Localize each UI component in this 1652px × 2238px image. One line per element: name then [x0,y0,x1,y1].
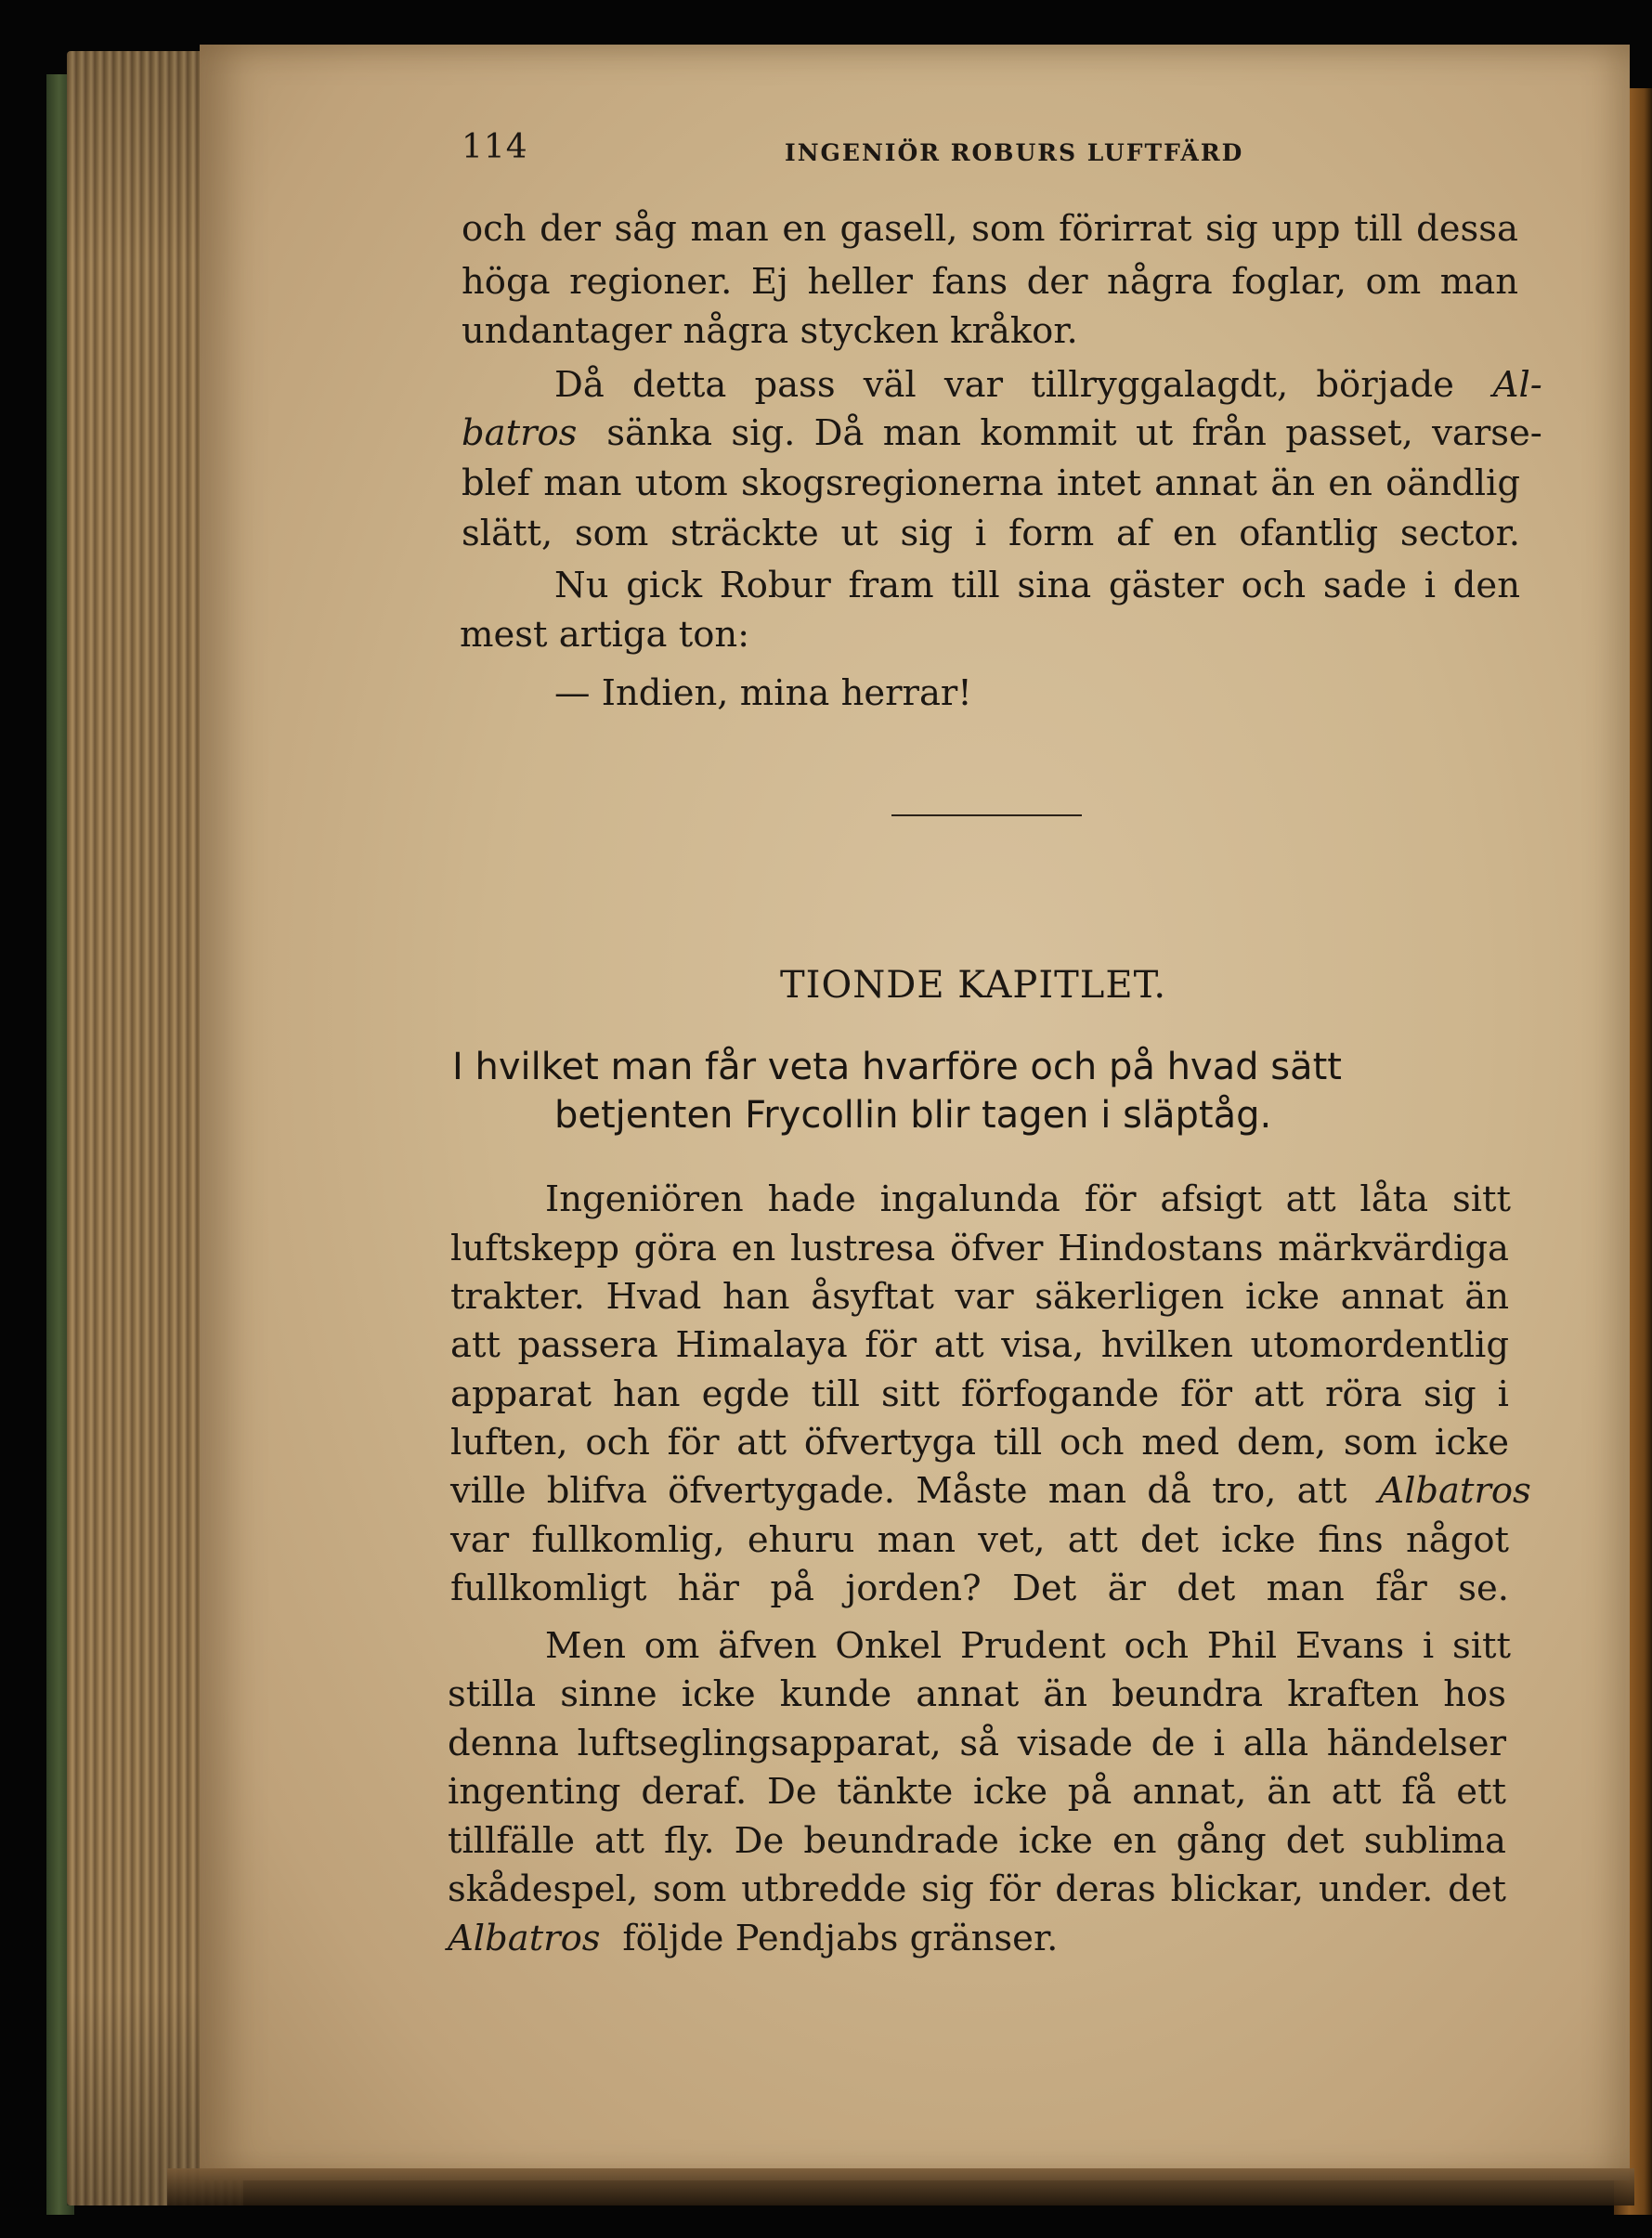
text-line [462,208,1518,250]
text-line-content: tillfälle att fly. De beundrade icke en gång det sublima [448,1820,1506,1862]
text-line [462,310,1518,352]
text-line-content: Men om äfven Onkel Prudent och Phil Evans i sitt [545,1625,1511,1667]
text-line [448,1868,1506,1910]
text-line-content: blef man utom skogsregionerna intet annat än en oändlig [462,462,1520,504]
text-line [545,1178,1511,1220]
text-line [448,1820,1506,1862]
italic-albatros-part1: Al- [1492,364,1542,406]
text-line [448,1723,1506,1764]
text-line-content: mest artiga ton: [460,614,750,656]
text-line-content: luften, och för att öfvertyga till och med dem, som icke [450,1422,1509,1464]
text-line [448,1673,1506,1715]
text-line-content: ville blifva öfvertygade. Måste man då tro, att [450,1470,1347,1512]
text-line [554,672,1297,714]
italic-albatros: Albatros [1378,1470,1531,1512]
text-line [462,513,1520,554]
text-line-content: att passera Himalaya för att visa, hvilken utomordentlig [450,1324,1509,1366]
page-number: 114 [462,128,528,166]
text-line-content: luftskepp göra en lustresa öfver Hindostans märkvärdiga [450,1228,1509,1269]
text-line [448,1918,1506,1959]
text-line [450,1470,1531,1512]
text-line-content: slätt, som sträckte ut sig i form af en ofantlig sector. [462,513,1520,554]
chapter-heading: TIONDE KAPITLET. [780,964,1167,1007]
text-line-content: var fullkomlig, ehuru man vet, att det icke fins något [450,1519,1509,1561]
text-line-content: — Indien, mina herrar! [554,672,972,714]
text-line [450,1519,1509,1561]
text-line [450,1568,1509,1609]
page-bottom-edge [167,2168,1634,2205]
text-line [462,261,1518,303]
text-line [460,614,1518,656]
text-line-content: följde Pendjabs gränser. [622,1918,1059,1959]
text-line [450,1228,1509,1269]
running-header: INGENIÖR ROBURS LUFTFÄRD [785,139,1244,166]
text-line [462,412,1542,454]
text-line-content: fullkomligt här på jorden? Det är det man får se. [450,1568,1509,1609]
text-line-content: apparat han egde till sitt förfogande för att röra sig i [450,1373,1509,1415]
text-line [545,1625,1511,1667]
text-line-content: stilla sinne icke kunde annat än beundra kraften hos [448,1673,1506,1715]
text-line [450,1422,1509,1464]
text-line [448,1771,1506,1813]
text-line-content: höga regioner. Ej heller fans der några foglar, om man [462,261,1518,303]
chapter-subtitle-line2: betjenten Frycollin blir tagen i släptåg. [554,1094,1272,1137]
text-line-content: Då detta pass väl var tillryggalagdt, började [554,364,1454,406]
section-divider [891,814,1082,816]
text-line-content: Ingeniören hade ingalunda för afsigt att låta sitt [545,1178,1511,1220]
text-line-content: skådespel, som utbredde sig för deras blickar, under. det [448,1868,1506,1910]
chapter-subtitle-line1: I hvilket man får veta hvarföre och på hvad sätt [452,1046,1342,1088]
text-line-content: ingenting deraf. De tänkte icke på annat, än att få ett [448,1771,1506,1813]
text-line-content: Nu gick Robur fram till sina gäster och sade i den [554,565,1520,606]
text-line [450,1276,1509,1318]
text-line-content: denna luftseglingsapparat, så visade de i alla händelser [448,1723,1506,1764]
text-line [450,1373,1509,1415]
text-line [554,364,1542,406]
italic-albatros: Albatros [448,1918,601,1959]
text-line [554,565,1520,606]
italic-albatros-part2: batros [462,412,578,454]
text-line-content: trakter. Hvad han åsyftat var säkerligen icke annat än [450,1276,1509,1318]
text-line [450,1324,1509,1366]
text-line-content: undantager några stycken kråkor. [462,310,1078,352]
text-line [462,462,1520,504]
text-line-content: sänka sig. Då man kommit ut från passet, varse- [606,412,1542,454]
text-line-content: och der såg man en gasell, som förirrat sig upp till dessa [462,208,1518,250]
